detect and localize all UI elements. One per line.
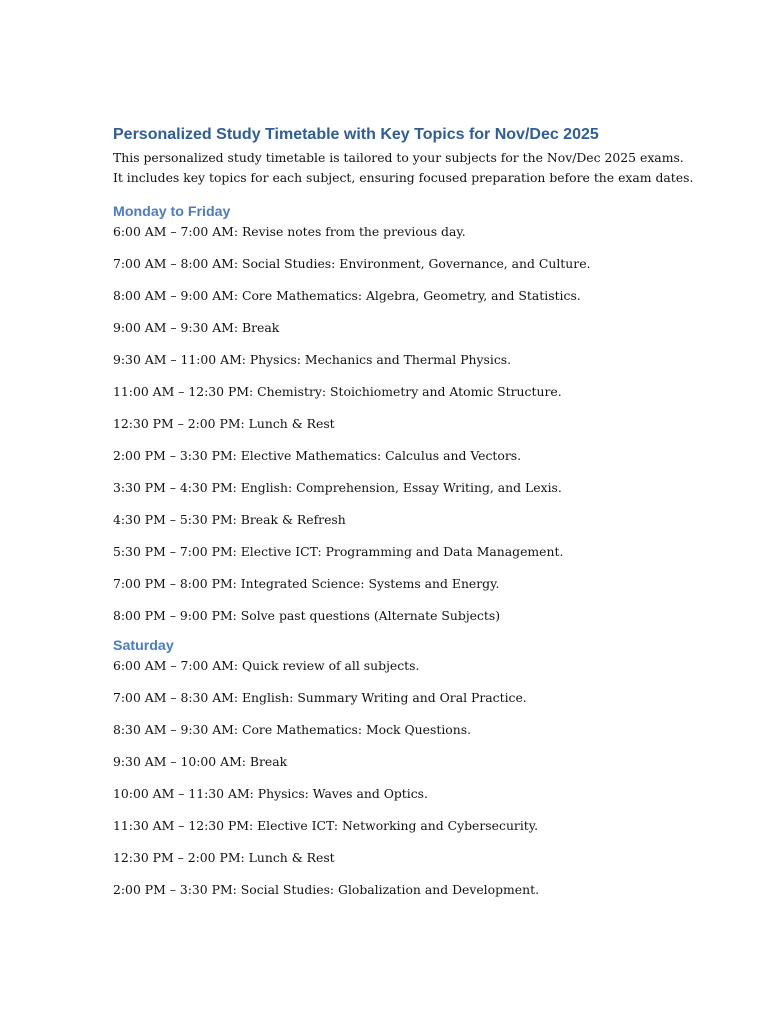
schedule-entry: 5:30 PM – 7:00 PM: Elective ICT: Programming and Data Management. [113, 544, 564, 559]
schedule-entry: 3:30 PM – 4:30 PM: English: Comprehension, Essay Writing, and Lexis. [113, 480, 562, 495]
schedule-entry: 9:00 AM – 9:30 AM: Break [113, 320, 280, 335]
schedule-entry: 12:30 PM – 2:00 PM: Lunch & Rest [113, 850, 335, 865]
schedule-entry: 10:00 AM – 11:30 AM: Physics: Waves and Optics. [113, 786, 428, 801]
schedule-entry: 12:30 PM – 2:00 PM: Lunch & Rest [113, 416, 335, 431]
schedule-entry: 7:00 AM – 8:30 AM: English: Summary Writing and Oral Practice. [113, 690, 527, 705]
saturday-schedule-list [113, 656, 673, 900]
section-heading-saturday: Saturday [113, 638, 174, 654]
schedule-entry: 2:00 PM – 3:30 PM: Social Studies: Globalization and Development. [113, 882, 540, 897]
schedule-entry: 8:00 PM – 9:00 PM: Solve past questions (Alternate Subjects) [113, 608, 501, 623]
schedule-entry: 9:30 AM – 10:00 AM: Break [113, 754, 288, 769]
schedule-entry: 9:30 AM – 11:00 AM: Physics: Mechanics and Thermal Physics. [113, 352, 512, 367]
schedule-entry: 8:30 AM – 9:30 AM: Core Mathematics: Mock Questions. [113, 722, 472, 737]
document-title: Personalized Study Timetable with Key Topics for Nov/Dec 2025 [113, 126, 599, 143]
intro-paragraph [113, 148, 694, 188]
schedule-entry: 7:00 AM – 8:00 AM: Social Studies: Environment, Governance, and Culture. [113, 256, 591, 271]
document-page [113, 124, 694, 900]
section-heading-weekdays: Monday to Friday [113, 204, 231, 220]
schedule-entry: 11:30 AM – 12:30 PM: Elective ICT: Networking and Cybersecurity. [113, 818, 539, 833]
schedule-entry: 4:30 PM – 5:30 PM: Break & Refresh [113, 512, 346, 527]
schedule-entry: 6:00 AM – 7:00 AM: Quick review of all subjects. [113, 658, 420, 673]
schedule-entry: 7:00 PM – 8:00 PM: Integrated Science: Systems and Energy. [113, 576, 500, 591]
schedule-entry: 2:00 PM – 3:30 PM: Elective Mathematics: Calculus and Vectors. [113, 448, 522, 463]
weekday-schedule-list [113, 222, 673, 626]
intro-line: This personalized study timetable is tailored to your subjects for the Nov/Dec 2025 exams. [113, 150, 684, 165]
schedule-entry: 8:00 AM – 9:00 AM: Core Mathematics: Algebra, Geometry, and Statistics. [113, 288, 581, 303]
schedule-entry: 11:00 AM – 12:30 PM: Chemistry: Stoichiometry and Atomic Structure. [113, 384, 562, 399]
schedule-entry: 6:00 AM – 7:00 AM: Revise notes from the previous day. [113, 224, 466, 239]
intro-line: It includes key topics for each subject, ensuring focused preparation before the exam dates. [113, 170, 694, 185]
